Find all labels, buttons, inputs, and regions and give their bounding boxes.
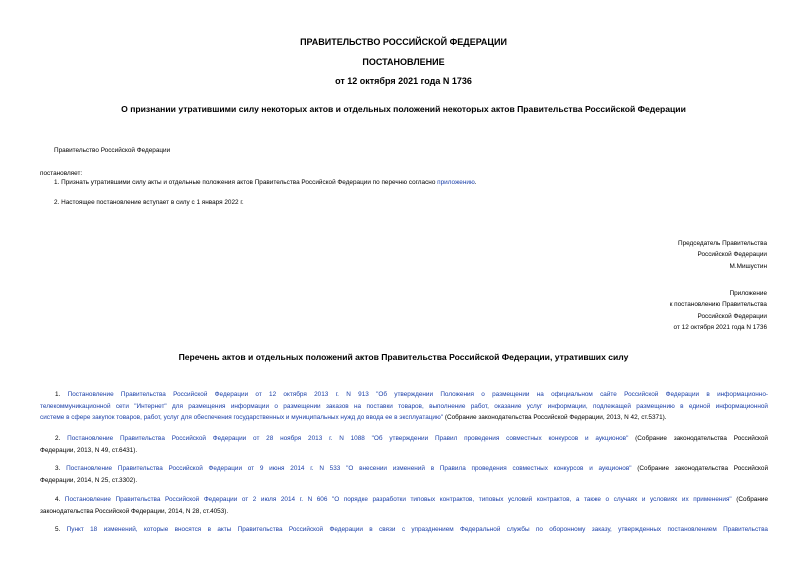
- appendix-header: Приложение к постановлению Правительства Российской Федерации от 12 октября 2021 года N 1736: [669, 290, 767, 332]
- government-header: ПРАВИТЕЛЬСТВО РОССИЙСКОЙ ФЕДЕРАЦИИ: [300, 37, 507, 47]
- issuer-text: Правительство Российской Федерации: [54, 147, 171, 154]
- document-date-number: от 12 октября 2021 года N 1736: [335, 76, 472, 86]
- resolves-text: постановляет:: [40, 170, 83, 177]
- list-item-5: 5. Пункт 18 изменений, которые вносятся в акты Правительства Российской Федерации в связи с упразднением Федеральной службы по оборонному заказу, утвержденных постановлением Правительства: [55, 526, 768, 533]
- act-link-5[interactable]: Пункт 18 изменений, которые вносятся в акты Правительства Российской Федерации в связи с упразднением Федеральной службы по оборонному заказу, утвержденных постановлением Правительства: [66, 526, 768, 533]
- act-link-1-end[interactable]: системе в сфере закупок товаров, работ, услуг для обеспечения государственных и муниципальных нужд до ввода ее в эксплуатацию": [40, 414, 444, 422]
- list-item-3: 3. Постановление Правительства Российской Федерации от 9 июня 2014 г. N 533 "О внесении изменений в Правила проведения совместных конкурсов и аукционов" (Собрание законодательства Российской Федерации, 2014, N 25, ст.3302).: [40, 465, 769, 484]
- paragraph-2: 2. Настоящее постановление вступает в силу с 1 января 2022 г.: [54, 199, 244, 206]
- list-item-4: 4. Постановление Правительства Российской Федерации от 2 июля 2014 г. N 606 "О порядке разработки типовых контрактов, типовых условий контрактов, а также о случаях и условиях их применения" (Собрание законодательства Российской Федерации, 2014, N 28, ст.4053).: [40, 496, 768, 515]
- signatory-name: М.Мишустин: [729, 262, 767, 270]
- act-link-1[interactable]: Постановление Правительства Российской Федерации от 12 октября 2013 г. N 913 "Об утверждении Положения о размещении на официальном сайте Российской Федерации в информационно-: [67, 391, 769, 398]
- list-title: Перечень актов и отдельных положений актов Правительства Российской Федерации, утративших силу: [178, 352, 629, 362]
- act-link-1-cont[interactable]: телекоммуникационной сети "Интернет" для размещения информации о размещении заказов на поставки товаров, выполнение работ, оказание услуг информации, подлежащей размещению в единой информационной: [40, 402, 768, 410]
- act-link-4[interactable]: Постановление Правительства Российской Федерации от 2 июля 2014 г. N 606 "О порядке разработки типовых контрактов, типовых условий контрактов, а также о случаях и условиях их применения": [64, 496, 732, 503]
- appendix-link[interactable]: приложению: [437, 179, 475, 186]
- document-title: О признании утратившими силу некоторых актов и отдельных положений некоторых актов Правительства Российской Федерации: [121, 104, 686, 114]
- document-type: ПОСТАНОВЛЕНИЕ: [362, 57, 445, 67]
- act-link-3[interactable]: Постановление Правительства Российской Федерации от 9 июня 2014 г. N 533 "О внесении изменений в Правила проведения совместных конкурсов и аукционов": [66, 465, 632, 472]
- act-link-2[interactable]: Постановление Правительства Российской Федерации от 28 ноября 2013 г. N 1088 "Об утверждении Правил проведения совместных конкурсов и аукционов": [67, 435, 629, 442]
- paragraph-1: 1. Признать утратившими силу акты и отдельные положения актов Правительства Российской Федерации по перечню согласно приложению.: [54, 179, 477, 186]
- list-item-1: 1. Постановление Правительства Российской Федерации от 12 октября 2013 г. N 913 "Об утверждении Положения о размещении на официальном сайте Российской Федерации в информационно- телекоммуникационной сети "Интернет" для размещения информации о размещении заказов на поставки товаров, выполнение работ, оказание услуг информации, подлежащей размещению в единой информационной системе в сфере закупок товаров, работ, услуг для обеспечения государственных и муниципальных нужд до ввода ее в эксплуатацию" (Собрание законодательства Российской Федерации, 2013, N 42, ст.5371).: [40, 391, 769, 422]
- list-item-2: 2. Постановление Правительства Российской Федерации от 28 ноября 2013 г. N 1088 "Об утверждении Правил проведения совместных конкурсов и аукционов" (Собрание законодательства Российской Федерации, 2013, N 49, ст.6431).: [40, 435, 768, 454]
- signature-block: Председатель Правительства Российской Федерации М.Мишустин: [678, 238, 767, 272]
